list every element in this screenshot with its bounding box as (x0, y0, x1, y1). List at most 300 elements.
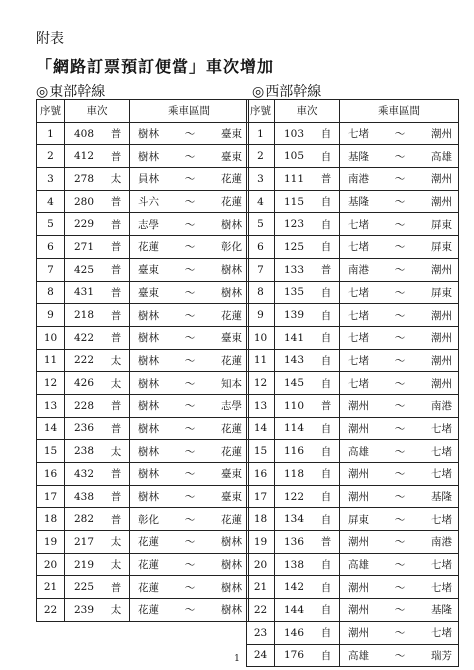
row-train-number: 408 (65, 122, 104, 145)
route-separator: ～ (394, 150, 406, 163)
route-separator: ～ (184, 422, 196, 435)
route-to: 潮州 (431, 354, 452, 367)
route-separator: ～ (184, 332, 196, 345)
row-train-number: 146 (275, 621, 314, 644)
row-train-class: 普 (103, 576, 130, 599)
route-to: 七堵 (431, 445, 452, 458)
table-row (247, 326, 459, 349)
header-train: 車次 (65, 100, 130, 123)
row-seq: 2 (37, 145, 65, 168)
page-title: 「網路訂票預訂便當」車次增加 (36, 57, 275, 76)
row-train-class: 普 (313, 168, 340, 191)
row-train-number: 431 (65, 281, 104, 304)
row-train-class: 太 (103, 440, 130, 463)
row-train-number: 239 (65, 599, 104, 622)
route-from: 花蓮 (138, 241, 159, 254)
route-to: 高雄 (431, 150, 452, 163)
row-seq: 3 (37, 168, 65, 191)
route-from: 潮州 (348, 604, 369, 617)
route-from: 潮州 (348, 627, 369, 640)
route-to: 花蓮 (221, 354, 242, 367)
route-separator: ～ (184, 377, 196, 390)
row-train-class: 普 (103, 304, 130, 327)
row-train-number: 110 (275, 394, 314, 417)
route-to: 七堵 (431, 422, 452, 435)
table-row (247, 417, 459, 440)
row-route (340, 463, 459, 486)
table-row (247, 281, 459, 304)
row-route (340, 417, 459, 440)
row-train-number: 118 (275, 463, 314, 486)
table-row (247, 168, 459, 191)
row-seq: 4 (247, 190, 275, 213)
route-to: 南港 (431, 400, 452, 413)
row-train-class: 自 (313, 508, 340, 531)
route-separator: ～ (184, 491, 196, 504)
row-route (130, 145, 249, 168)
route-to: 臺東 (221, 128, 242, 141)
row-seq: 17 (247, 485, 275, 508)
route-separator: ～ (184, 150, 196, 163)
row-seq: 20 (247, 553, 275, 576)
route-from: 花蓮 (138, 559, 159, 572)
route-separator: ～ (394, 377, 406, 390)
route-separator: ～ (184, 536, 196, 549)
table-row (247, 190, 459, 213)
route-to: 屏東 (431, 218, 452, 231)
route-from: 樹林 (138, 445, 159, 458)
table-row (37, 485, 249, 508)
row-train-class: 普 (103, 190, 130, 213)
route-to: 七堵 (431, 513, 452, 526)
row-train-class: 自 (313, 372, 340, 395)
row-train-number: 218 (65, 304, 104, 327)
route-separator: ～ (394, 400, 406, 413)
route-from: 南港 (348, 264, 369, 277)
row-train-class: 自 (313, 236, 340, 259)
row-train-class: 普 (103, 236, 130, 259)
row-route (340, 236, 459, 259)
table-row (37, 508, 249, 531)
row-route (340, 122, 459, 145)
row-route (340, 394, 459, 417)
row-train-number: 145 (275, 372, 314, 395)
row-route (130, 372, 249, 395)
route-to: 潮州 (431, 309, 452, 322)
route-from: 潮州 (348, 422, 369, 435)
row-seq: 24 (247, 644, 275, 667)
route-separator: ～ (394, 354, 406, 367)
route-separator: ～ (394, 468, 406, 481)
row-seq: 14 (247, 417, 275, 440)
route-separator: ～ (394, 241, 406, 254)
row-seq: 9 (247, 304, 275, 327)
row-train-number: 219 (65, 553, 104, 576)
table-row (247, 258, 459, 281)
row-train-number: 116 (275, 440, 314, 463)
table-row (37, 190, 249, 213)
route-separator: ～ (394, 264, 406, 277)
route-separator: ～ (394, 604, 406, 617)
route-to: 臺東 (221, 332, 242, 345)
row-train-number: 125 (275, 236, 314, 259)
route-from: 樹林 (138, 309, 159, 322)
row-seq: 9 (37, 304, 65, 327)
row-train-number: 217 (65, 531, 104, 554)
header-seq: 序號 (247, 100, 275, 123)
row-train-class: 普 (103, 326, 130, 349)
route-from: 高雄 (348, 445, 369, 458)
route-to: 花蓮 (221, 173, 242, 186)
row-train-number: 228 (65, 394, 104, 417)
row-train-class: 自 (313, 326, 340, 349)
route-to: 瑞芳 (431, 649, 452, 662)
row-route (340, 349, 459, 372)
header-seq: 序號 (37, 100, 65, 123)
table-row (247, 621, 459, 644)
route-separator: ～ (184, 468, 196, 481)
row-train-class: 自 (313, 644, 340, 667)
route-from: 樹林 (138, 400, 159, 413)
table-row (37, 304, 249, 327)
row-train-class: 太 (103, 372, 130, 395)
table-row (247, 394, 459, 417)
row-route (130, 485, 249, 508)
row-train-class: 普 (103, 145, 130, 168)
route-from: 七堵 (348, 309, 369, 322)
route-from: 潮州 (348, 400, 369, 413)
row-train-number: 176 (275, 644, 314, 667)
row-train-class: 自 (313, 599, 340, 622)
route-from: 潮州 (348, 536, 369, 549)
table-row (37, 576, 249, 599)
route-to: 花蓮 (221, 422, 242, 435)
table-row (37, 463, 249, 486)
row-train-class: 自 (313, 190, 340, 213)
row-train-number: 438 (65, 485, 104, 508)
table-row (37, 326, 249, 349)
row-train-class: 自 (313, 621, 340, 644)
route-from: 七堵 (348, 286, 369, 299)
row-seq: 19 (37, 531, 65, 554)
row-seq: 22 (37, 599, 65, 622)
route-from: 七堵 (348, 241, 369, 254)
row-train-number: 144 (275, 599, 314, 622)
header-route: 乘車區間 (130, 100, 249, 123)
row-train-number: 136 (275, 531, 314, 554)
attachment-label: 附表 (36, 31, 64, 47)
row-train-class: 自 (313, 417, 340, 440)
route-to: 樹林 (221, 286, 242, 299)
row-train-number: 142 (275, 576, 314, 599)
table-row (247, 122, 459, 145)
row-train-class: 普 (103, 417, 130, 440)
row-train-class: 自 (313, 349, 340, 372)
row-route (340, 621, 459, 644)
row-seq: 12 (37, 372, 65, 395)
table-row (247, 304, 459, 327)
route-to: 屏東 (431, 286, 452, 299)
route-separator: ～ (184, 354, 196, 367)
route-to: 潮州 (431, 264, 452, 277)
west-timetable (246, 99, 459, 667)
route-separator: ～ (394, 218, 406, 231)
route-from: 南港 (348, 173, 369, 186)
route-to: 基隆 (431, 604, 452, 617)
table-row (37, 599, 249, 622)
route-to: 潮州 (431, 332, 452, 345)
row-route (340, 281, 459, 304)
row-train-class: 自 (313, 576, 340, 599)
route-separator: ～ (394, 422, 406, 435)
east-section-label: 東部幹線 (49, 84, 106, 100)
row-seq: 23 (247, 621, 275, 644)
row-train-class: 普 (103, 213, 130, 236)
route-to: 知本 (221, 377, 242, 390)
route-from: 七堵 (348, 354, 369, 367)
row-route (340, 326, 459, 349)
row-train-class: 太 (103, 531, 130, 554)
row-seq: 16 (37, 463, 65, 486)
row-route (340, 576, 459, 599)
row-seq: 6 (247, 236, 275, 259)
route-from: 花蓮 (138, 581, 159, 594)
row-train-number: 122 (275, 485, 314, 508)
table-row (37, 122, 249, 145)
route-separator: ～ (394, 513, 406, 526)
route-from: 樹林 (138, 332, 159, 345)
row-train-number: 229 (65, 213, 104, 236)
row-route (130, 553, 249, 576)
table-row (247, 213, 459, 236)
row-train-class: 普 (313, 531, 340, 554)
row-train-class: 太 (103, 168, 130, 191)
route-to: 潮州 (431, 196, 452, 209)
route-separator: ～ (394, 196, 406, 209)
route-separator: ～ (394, 309, 406, 322)
east-section-heading (36, 81, 105, 101)
row-route (130, 531, 249, 554)
route-separator: ～ (184, 604, 196, 617)
row-seq: 1 (37, 122, 65, 145)
row-seq: 19 (247, 531, 275, 554)
row-train-number: 105 (275, 145, 314, 168)
row-route (340, 372, 459, 395)
route-from: 基隆 (348, 196, 369, 209)
route-from: 高雄 (348, 649, 369, 662)
route-separator: ～ (394, 536, 406, 549)
route-separator: ～ (184, 218, 196, 231)
row-train-number: 143 (275, 349, 314, 372)
route-to: 臺東 (221, 150, 242, 163)
route-separator: ～ (184, 196, 196, 209)
row-route (130, 304, 249, 327)
route-to: 樹林 (221, 536, 242, 549)
row-train-number: 111 (275, 168, 314, 191)
row-route (340, 258, 459, 281)
route-separator: ～ (394, 332, 406, 345)
row-train-class: 普 (103, 463, 130, 486)
row-train-class: 普 (103, 122, 130, 145)
row-route (130, 168, 249, 191)
row-route (130, 508, 249, 531)
route-from: 樹林 (138, 491, 159, 504)
row-train-number: 282 (65, 508, 104, 531)
table-row (247, 485, 459, 508)
route-from: 七堵 (348, 218, 369, 231)
table-row (37, 440, 249, 463)
row-route (130, 190, 249, 213)
west-section-heading (252, 81, 321, 101)
table-row (37, 531, 249, 554)
route-to: 南港 (431, 536, 452, 549)
row-route (130, 236, 249, 259)
route-separator: ～ (394, 128, 406, 141)
table-row (37, 281, 249, 304)
route-from: 樹林 (138, 422, 159, 435)
row-route (340, 304, 459, 327)
row-seq: 7 (37, 258, 65, 281)
row-route (130, 122, 249, 145)
row-seq: 13 (247, 394, 275, 417)
table-row (247, 349, 459, 372)
route-from: 花蓮 (138, 604, 159, 617)
route-from: 潮州 (348, 581, 369, 594)
row-seq: 11 (247, 349, 275, 372)
route-to: 潮州 (431, 173, 452, 186)
row-train-number: 425 (65, 258, 104, 281)
row-seq: 8 (247, 281, 275, 304)
row-seq: 13 (37, 394, 65, 417)
route-from: 樹林 (138, 354, 159, 367)
table-row (247, 508, 459, 531)
route-to: 潮州 (431, 128, 452, 141)
route-from: 七堵 (348, 332, 369, 345)
row-seq: 21 (37, 576, 65, 599)
row-train-number: 280 (65, 190, 104, 213)
row-train-number: 133 (275, 258, 314, 281)
row-route (130, 281, 249, 304)
row-route (340, 213, 459, 236)
route-separator: ～ (394, 445, 406, 458)
table-row (247, 599, 459, 622)
route-to: 花蓮 (221, 309, 242, 322)
route-from: 屏東 (348, 513, 369, 526)
row-train-number: 138 (275, 553, 314, 576)
route-from: 斗六 (138, 196, 159, 209)
route-from: 潮州 (348, 491, 369, 504)
row-route (340, 440, 459, 463)
double-circle-icon: ◎ (36, 84, 49, 100)
route-from: 臺東 (138, 264, 159, 277)
route-from: 臺東 (138, 286, 159, 299)
row-route (130, 213, 249, 236)
row-route (130, 258, 249, 281)
row-route (340, 190, 459, 213)
row-seq: 6 (37, 236, 65, 259)
table-row (37, 168, 249, 191)
row-seq: 18 (37, 508, 65, 531)
route-separator: ～ (184, 559, 196, 572)
route-to: 七堵 (431, 468, 452, 481)
east-table-body (37, 122, 249, 621)
row-train-class: 普 (313, 394, 340, 417)
route-to: 樹林 (221, 264, 242, 277)
west-section-label: 西部幹線 (265, 84, 322, 100)
route-separator: ～ (394, 173, 406, 186)
row-seq: 10 (37, 326, 65, 349)
row-seq: 1 (247, 122, 275, 145)
row-train-class: 普 (313, 258, 340, 281)
row-train-class: 普 (103, 394, 130, 417)
row-train-number: 278 (65, 168, 104, 191)
table-row (37, 394, 249, 417)
row-route (340, 485, 459, 508)
row-seq: 4 (37, 190, 65, 213)
row-seq: 15 (37, 440, 65, 463)
row-route (340, 553, 459, 576)
table-header-row (37, 100, 249, 123)
table-row (247, 463, 459, 486)
route-separator: ～ (184, 173, 196, 186)
route-separator: ～ (394, 491, 406, 504)
row-train-class: 自 (313, 440, 340, 463)
route-from: 花蓮 (138, 536, 159, 549)
table-row (247, 531, 459, 554)
route-from: 樹林 (138, 468, 159, 481)
route-separator: ～ (184, 445, 196, 458)
row-seq: 5 (247, 213, 275, 236)
row-train-number: 432 (65, 463, 104, 486)
route-separator: ～ (394, 559, 406, 572)
row-seq: 21 (247, 576, 275, 599)
row-train-class: 自 (313, 553, 340, 576)
row-train-number: 238 (65, 440, 104, 463)
row-seq: 10 (247, 326, 275, 349)
route-separator: ～ (184, 581, 196, 594)
row-seq: 2 (247, 145, 275, 168)
row-route (130, 463, 249, 486)
table-row (37, 372, 249, 395)
table-header-row (247, 100, 459, 123)
route-separator: ～ (184, 286, 196, 299)
route-separator: ～ (184, 309, 196, 322)
row-train-class: 普 (103, 258, 130, 281)
table-row (247, 576, 459, 599)
table-row (37, 417, 249, 440)
route-separator: ～ (394, 649, 406, 662)
route-to: 屏東 (431, 241, 452, 254)
page-number: 1 (234, 654, 240, 664)
table-row (37, 236, 249, 259)
row-train-class: 自 (313, 463, 340, 486)
route-to: 樹林 (221, 581, 242, 594)
route-separator: ～ (394, 627, 406, 640)
route-to: 花蓮 (221, 196, 242, 209)
row-route (340, 531, 459, 554)
route-from: 樹林 (138, 128, 159, 141)
row-train-class: 太 (103, 599, 130, 622)
row-train-number: 222 (65, 349, 104, 372)
route-separator: ～ (394, 581, 406, 594)
table-row (247, 440, 459, 463)
route-from: 潮州 (348, 468, 369, 481)
route-from: 七堵 (348, 377, 369, 390)
row-route (130, 326, 249, 349)
route-separator: ～ (184, 241, 196, 254)
table-row (247, 145, 459, 168)
row-seq: 15 (247, 440, 275, 463)
